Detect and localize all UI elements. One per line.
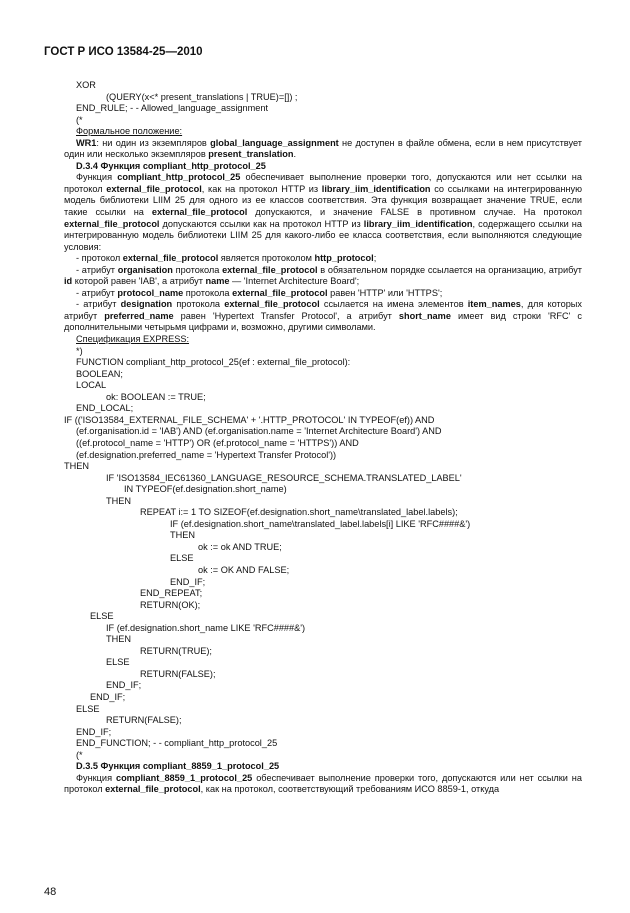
page-content — [64, 80, 583, 796]
condition-item: - атрибут organisation протокола external_file_protocol в обязательном порядке ссылается на организацию, атрибут id которой равен 'IAB', а атрибут name — 'Internet Architecture Board'; — [64, 264, 582, 287]
code-line: END_IF; — [170, 576, 206, 587]
condition-item: - атрибут designation протокола external_file_protocol ссылается на имена элементов item_names, для которых атрибут preferred_name равен 'Hypertext Transfer Protocol', а атрибут short_name имеет вид строки 'RFC' с дополнительными четырьмя цифрами и, возможно, другими символами. — [64, 299, 583, 333]
code-line: XOR — [76, 80, 96, 90]
code-line: IN TYPEOF(ef.designation.short_name) — [124, 484, 287, 495]
code-line: (ef.designation.preferred_name = 'Hypertext Transfer Protocol')) — [76, 449, 337, 460]
code-line: FUNCTION compliant_http_protocol_25(ef : external_file_protocol): — [76, 357, 351, 368]
code-line: RETURN(OK); — [140, 599, 201, 610]
code-line: (* — [76, 749, 83, 760]
code-line: ELSE — [106, 657, 130, 668]
paragraph-d334: Функция compliant_http_protocol_25 обеспечивает выполнение проверки того, допускаются или нет ссылки на протокол external_file_protocol, как на протокол HTTP из library_iim_identification со ссылками на интегрированную модель библиотеки LIIM 25 для одного из ее классов соответствия. Эта функция возвращает значение TRUE, если такие ссылки на external_file_protocol допускаются, и значение FALSE в противном случае. На протокол external_file_protocol допускаются ссылки как на протокол HTTP из library_iim_identification, содержащего ссылки на интегрированную модель библиотеки LIIM 25 для какого-либо ее класса соответствия, если выполняются следующие условия: — [64, 172, 582, 252]
code-line: END_REPEAT; — [140, 588, 203, 599]
code-line: IF (('ISO13584_EXTERNAL_FILE_SCHEMA' + '.HTTP_PROTOCOL' IN TYPEOF(ef)) AND — [64, 414, 435, 425]
code-line: END_IF; — [106, 680, 142, 691]
code-line: ELSE — [170, 553, 194, 564]
code-line: ELSE — [76, 703, 100, 714]
paragraph-d335: Функция compliant_8859_1_protocol_25 обеспечивает выполнение проверки того, допускаются или нет ссылки на протокол external_file_protocol, как на протокол, соответствующий требованиям ИСО 8859-1, откуда — [64, 772, 582, 795]
code-line: THEN — [106, 495, 132, 506]
code-line: THEN — [64, 461, 90, 472]
code-line: END_IF; — [90, 691, 126, 702]
code-line: *) — [76, 345, 83, 356]
code-line: RETURN(FALSE); — [106, 715, 182, 726]
section-heading-d335: D.3.5 Функция compliant_8859_1_protocol_25 — [76, 761, 280, 772]
code-line: ok := ok AND TRUE; — [198, 541, 282, 552]
page-number: 48 — [44, 886, 57, 898]
code-line: IF (ef.designation.short_name LIKE 'RFC####&') — [106, 622, 306, 633]
code-line: IF (ef.designation.short_name\translated_label.labels[i] LIKE 'RFC####&') — [170, 518, 471, 529]
code-line: IF 'ISO13584_IEC61360_LANGUAGE_RESOURCE_SCHEMA.TRANSLATED_LABEL' — [106, 472, 462, 483]
formal-statement-heading: Формальное положение: — [76, 126, 183, 137]
express-spec-heading: Спецификация EXPRESS: — [76, 334, 190, 345]
code-line: ok: BOOLEAN := TRUE; — [106, 391, 206, 402]
code-line: END_RULE; - - Allowed_language_assignment — [76, 103, 269, 114]
code-line: (ef.organisation.id = 'IAB') AND (ef.organisation.name = 'Internet Architecture Board') AND — [76, 426, 442, 437]
code-line: THEN — [106, 634, 132, 645]
condition-item: - протокол external_file_protocol является протоколом http_protocol; — [76, 253, 377, 264]
section-heading-d334: D.3.4 Функция compliant_http_protocol_25 — [76, 160, 266, 171]
code-line: THEN — [170, 530, 196, 541]
code-line: REPEAT i:= 1 TO SIZEOF(ef.designation.short_name\translated_label.labels); — [140, 507, 458, 518]
code-line: END_IF; — [76, 726, 112, 737]
code-line: LOCAL — [76, 380, 107, 391]
code-line: (QUERY(x<* present_translations | TRUE)=[]) ; — [106, 91, 298, 102]
code-line: END_FUNCTION; - - compliant_http_protocol_25 — [76, 738, 278, 749]
page-header: ГОСТ Р ИСО 13584-25—2010 — [44, 46, 203, 58]
code-line: ok := OK AND FALSE; — [198, 564, 290, 575]
condition-item: - атрибут protocol_name протокола external_file_protocol равен 'HTTP' или 'HTTPS'; — [76, 287, 443, 298]
code-line: (* — [76, 114, 83, 125]
code-line: ((ef.protocol_name = 'HTTP') OR (ef.protocol_name = 'HTTPS')) AND — [76, 437, 359, 448]
code-line: RETURN(TRUE); — [140, 645, 212, 656]
code-line: ELSE — [90, 611, 114, 622]
wr1-paragraph: WR1: ни один из экземпляров global_language_assignment не доступен в файле обмена, если в нем присутствует один или несколько экземпляров present_translation. — [64, 137, 582, 160]
code-line: BOOLEAN; — [76, 368, 123, 379]
code-line: RETURN(FALSE); — [140, 668, 216, 679]
code-line: END_LOCAL; — [76, 403, 134, 414]
